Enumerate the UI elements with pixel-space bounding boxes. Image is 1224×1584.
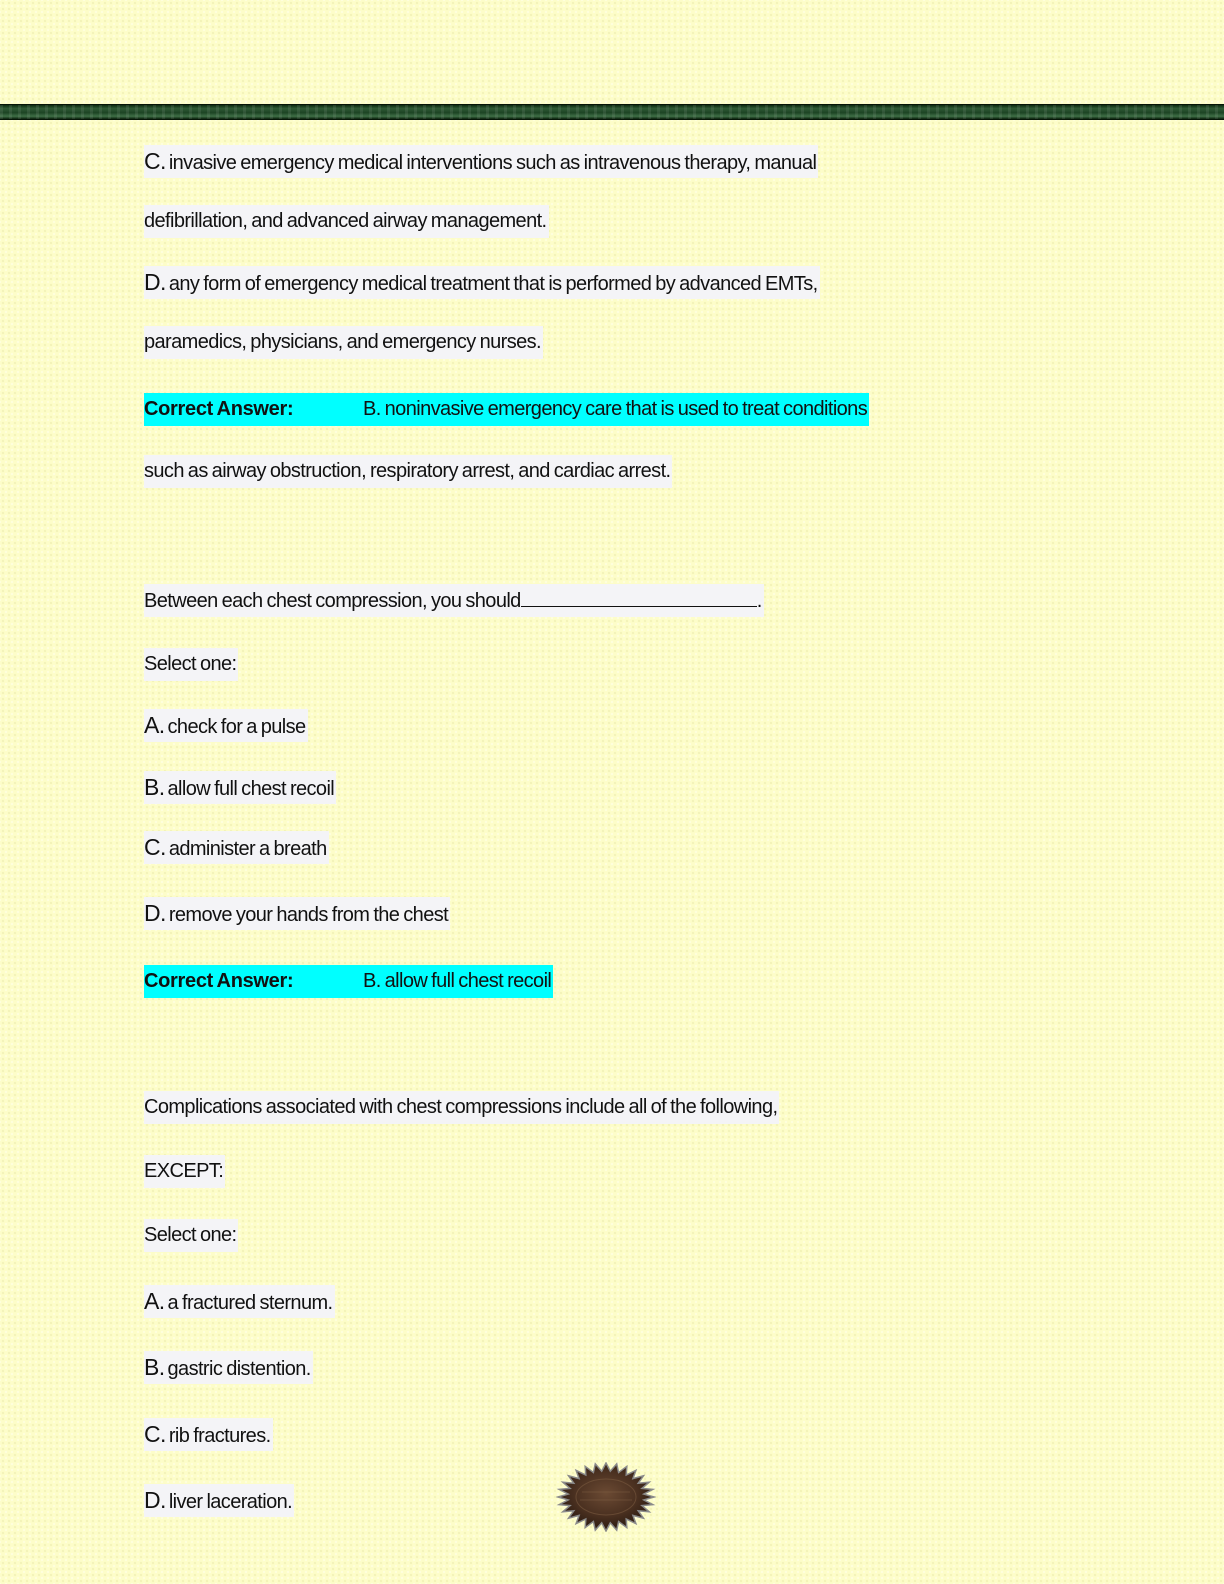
- q3-select-one: Select one:: [144, 1219, 238, 1252]
- q2-correct-answer: [144, 965, 553, 998]
- q3-option-d-text: liver laceration.: [168, 1491, 293, 1513]
- q2-select-one: Select one:: [144, 648, 238, 681]
- q2-option-c[interactable]: [144, 831, 329, 864]
- q2-option-a-text: check for a pulse: [167, 716, 306, 738]
- header-decorative-band: [0, 104, 1224, 120]
- q2-question-text: Between each chest compression, you should: [144, 590, 521, 612]
- q3-option-c-text: rib fractures.: [168, 1425, 271, 1447]
- q1-answer-text: B. noninvasive emergency care that is used to treat conditions: [363, 398, 868, 420]
- q1-option-c-line1: [144, 145, 818, 178]
- q3-option-b[interactable]: [144, 1351, 313, 1384]
- q3-option-c[interactable]: [144, 1418, 273, 1451]
- q1-answer-label: Correct Answer:: [144, 398, 294, 420]
- q2-answer-label: Correct Answer:: [144, 970, 294, 992]
- q3-option-b-letter: B.: [144, 1354, 165, 1380]
- q3-option-a[interactable]: [144, 1285, 335, 1318]
- q1-option-c-text: invasive emergency medical interventions such as intravenous therapy, manual: [168, 152, 817, 174]
- q1-correct-answer: [144, 393, 869, 426]
- q2-option-a[interactable]: [144, 709, 308, 742]
- q1-option-d-line1: [144, 266, 820, 299]
- q2-question: [144, 584, 764, 617]
- q3-question-line1: Complications associated with chest compressions include all of the following,: [144, 1091, 779, 1124]
- q1-answer-line2: such as airway obstruction, respiratory arrest, and cardiac arrest.: [144, 455, 672, 488]
- q2-option-c-text: administer a breath: [168, 838, 327, 860]
- q2-question-end: .: [756, 590, 762, 612]
- q1-option-c-line2: defibrillation, and advanced airway management.: [144, 205, 549, 238]
- starburst-seal-icon: [556, 1462, 656, 1532]
- q1-option-d-text: any form of emergency medical treatment that is performed by advanced EMTs,: [168, 273, 818, 295]
- q2-answer-text: B. allow full chest recoil: [363, 970, 552, 992]
- q3-option-b-text: gastric distention.: [167, 1358, 311, 1380]
- q2-option-a-letter: A.: [144, 712, 165, 738]
- q3-option-c-letter: C.: [144, 1421, 166, 1447]
- q2-fill-blank: [521, 584, 757, 607]
- q2-option-d-letter: D.: [144, 900, 166, 926]
- q2-option-b[interactable]: [144, 771, 336, 804]
- q1-option-d-line2: paramedics, physicians, and emergency nurses.: [144, 326, 543, 359]
- q2-option-b-letter: B.: [144, 774, 165, 800]
- q3-question-line2: EXCEPT:: [144, 1155, 225, 1188]
- q2-option-d[interactable]: [144, 897, 450, 930]
- q1-option-c-letter: C.: [144, 148, 166, 174]
- q3-option-a-text: a fractured sternum.: [167, 1292, 333, 1314]
- q2-option-d-text: remove your hands from the chest: [168, 904, 449, 926]
- q2-option-c-letter: C.: [144, 834, 166, 860]
- q3-option-a-letter: A.: [144, 1288, 165, 1314]
- q1-option-d-letter: D.: [144, 269, 166, 295]
- q3-option-d[interactable]: [144, 1484, 294, 1517]
- q3-option-d-letter: D.: [144, 1487, 166, 1513]
- q2-option-b-text: allow full chest recoil: [167, 778, 335, 800]
